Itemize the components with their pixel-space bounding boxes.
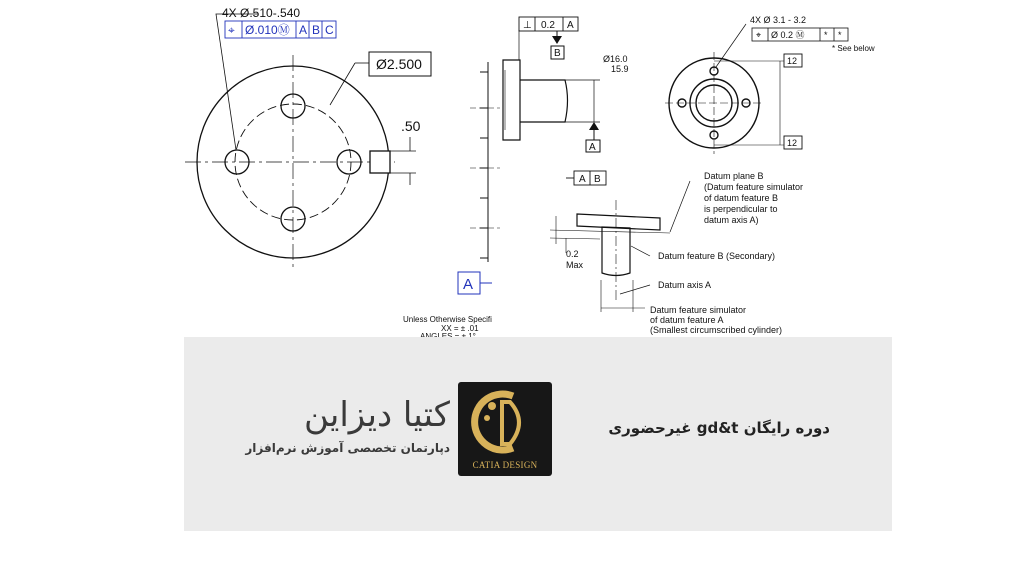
max-label-value: 0.2 [566,249,579,259]
right-hole-callout: 4X Ø 3.1 - 3.2 [750,15,807,25]
middle-datum-b-label: B [554,48,561,59]
left-fcf-datum-b: B [312,23,321,37]
datum-plane-note-4: is perpendicular to [704,204,778,214]
catia-design-logo [458,382,552,476]
datum-plane-note-5: datum axis A) [704,215,759,225]
right-fcf-symbol: ⌖ [756,30,762,40]
left-fcf-tolerance: Ø.010Ⓜ [245,23,290,37]
dia-upper: Ø16.0 [603,54,628,64]
datum-a-triangle [589,122,599,130]
perp-fcf-datum: A [567,20,574,31]
brand-name: کتیا دیزاین [303,395,450,435]
datum-plane-note-1: Datum plane B [704,171,764,181]
right-fcf-note-2: * [838,30,842,40]
right-fcf-note-1: * [824,30,828,40]
left-fcf-datum-a: A [299,23,308,37]
brand-subtitle: دپارتمان تخصصی آموزش نرم‌افزار [245,441,450,455]
right-fcf-tolerance: Ø 0.2 Ⓜ [771,30,805,40]
logo-text: CATIA DESIGN [472,460,538,470]
keyway-slot [370,151,390,173]
datum-b-triangle [552,36,562,44]
see-below-note: * See below [832,44,875,53]
left-fcf-datum-c: C [325,23,334,37]
middle-datum-a-label: A [589,142,596,153]
bolt-circle-dim: Ø2.500 [376,56,422,72]
course-title: دوره رایگان gd&t غیرحضوری [608,419,830,437]
slot-dim: .50 [401,118,421,134]
ref-frame-a: A [579,174,586,185]
tol-block-line1: Unless Otherwise Specifi [403,315,492,324]
left-hole-callout: 4X Ø.510-.540 [222,6,301,20]
max-label-word: Max [566,260,584,270]
datum-part [550,181,690,312]
left-side-profile [470,62,500,262]
perp-fcf-tolerance: 0.2 [541,20,555,31]
left-datum-a-label: A [463,276,474,293]
left-fcf-symbol: ⌖ [228,23,235,37]
simulator-a-line2: of datum feature A [650,315,724,325]
datum-plane-note-2: (Datum feature simulator [704,182,804,192]
perp-fcf-symbol: ⊥ [523,20,532,31]
simulator-a-line1: Datum feature simulator [650,305,747,315]
dia-lower: 15.9 [611,64,629,74]
simulator-a-line3: (Smallest circumscribed cylinder) [650,325,783,335]
right-dim-bottom: 12 [787,138,798,148]
datum-plane-note-3: of datum feature B [704,193,779,203]
ref-frame-b: B [594,174,601,185]
datum-axis-a-label: Datum axis A [658,280,712,290]
right-flange-view [665,24,800,154]
right-dim-top: 12 [787,56,798,66]
datum-feature-b-label: Datum feature B (Secondary) [658,251,776,261]
tol-block-line2: XX = ± .01 [441,324,479,333]
